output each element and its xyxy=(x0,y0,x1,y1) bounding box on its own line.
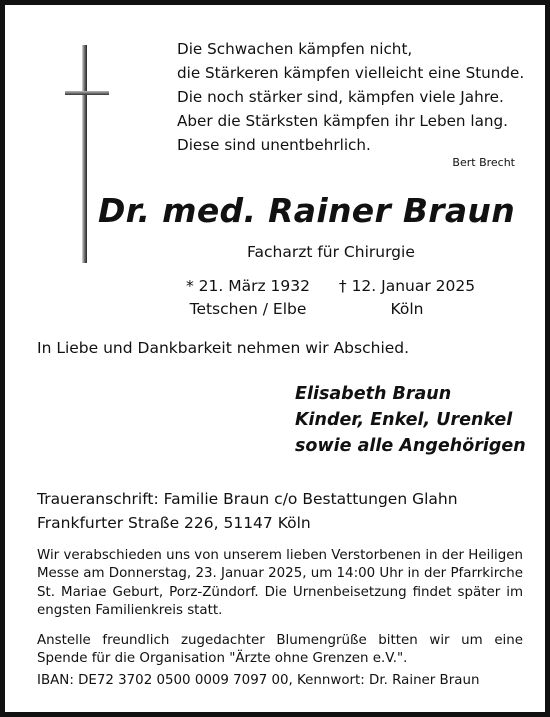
mourning-address xyxy=(37,487,458,535)
cross-vertical-beam xyxy=(82,45,87,263)
death-place: Köln xyxy=(390,300,424,318)
cross-horizontal-beam xyxy=(65,91,109,95)
poem xyxy=(177,37,524,157)
poem-line: Die Schwachen kämpfen nicht, xyxy=(177,40,413,58)
poem-author: Bert Brecht xyxy=(452,156,515,169)
service-paragraph: Wir verabschieden uns von unserem lieben Verstorbenen in der Heiligen Messe am Donnerstag, 23. Januar 2025, um 14:00 Uhr in der Pfarrkirche St. Mariae Geburt, Porz-Zündorf. Die Urnenbeisetzung findet später im engsten Familienkreis statt. xyxy=(37,548,523,619)
poem-line: Aber die Stärksten kämpfen ihr Leben lang. xyxy=(177,112,509,130)
address-line: Traueranschrift: Familie Braun c/o Bestattungen Glahn xyxy=(37,490,458,508)
family-signature xyxy=(295,381,526,459)
cross-icon xyxy=(65,45,109,265)
address-line: Frankfurter Straße 226, 51147 Köln xyxy=(37,514,311,532)
poem-line: die Stärkeren kämpfen vielleicht eine Stunde. xyxy=(177,64,525,82)
donation-paragraph: Anstelle freundlich zugedachter Blumengrüße bitten wir um eine Spende für die Organisation "Ärzte ohne Grenzen e.V.". xyxy=(37,633,523,667)
poem-line: Diese sind unentbehrlich. xyxy=(177,136,371,154)
family-line: Elisabeth Braun xyxy=(295,384,452,404)
birth-info xyxy=(183,275,313,321)
family-line: Kinder, Enkel, Urenkel xyxy=(295,410,513,430)
farewell-text: In Liebe und Dankbarkeit nehmen wir Abschied. xyxy=(37,339,410,357)
deceased-profession: Facharzt für Chirurgie xyxy=(247,243,415,261)
birth-place: Tetschen / Elbe xyxy=(189,300,307,318)
poem-line: Die noch stärker sind, kämpfen viele Jahre. xyxy=(177,88,504,106)
iban-line: IBAN: DE72 3702 0500 0009 7097 00, Kennwort: Dr. Rainer Braun xyxy=(37,673,480,688)
deceased-name: Dr. med. Rainer Braun xyxy=(97,191,515,230)
death-info xyxy=(337,275,477,321)
birth-date: * 21. März 1932 xyxy=(185,277,310,295)
family-line: sowie alle Angehörigen xyxy=(295,436,526,456)
death-date: † 12. Januar 2025 xyxy=(338,277,476,295)
